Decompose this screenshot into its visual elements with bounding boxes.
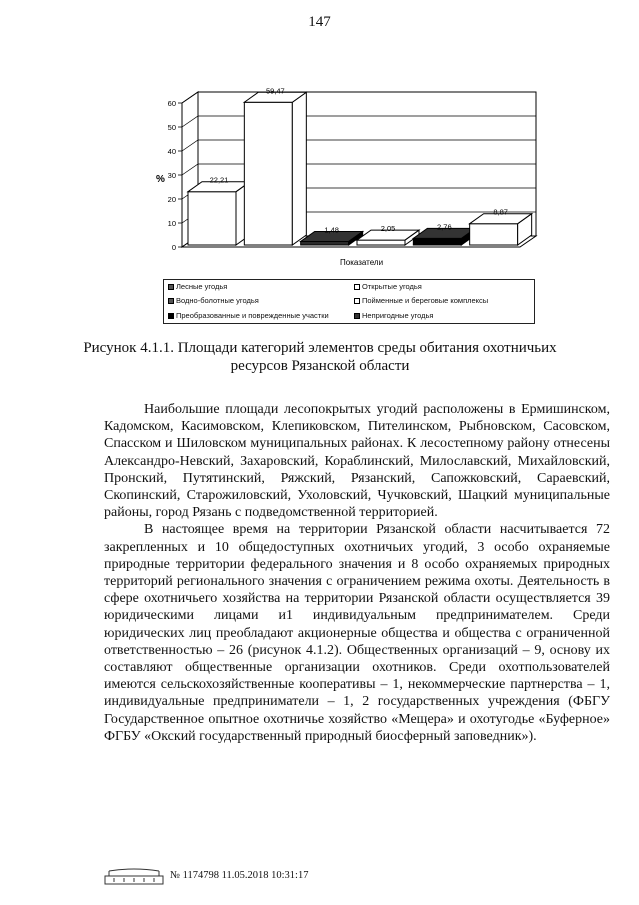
chart-legend bbox=[163, 279, 535, 324]
chart-data-label: 1,48 bbox=[324, 225, 339, 235]
chart-data-label: 2,76 bbox=[437, 222, 452, 232]
paragraph: В настоящее время на территории Рязанской области насчитывается 72 закрепленных и 10 общедоступных охотничьих угодий, 3 особо охраняемые природные территории федерального значения и 8 особо охраняемых природных территорий регионального значения с ограничением режима охоты. Деятельность в сфере охотничьего хозяйства на территории Рязанской области осуществляется 39 юридическими лицами и1 индивидуальным предпринимателем. Среди юридических лиц преобладают акционерные общества и общества с ограниченной ответственностью – 26 (рисунок 4.1.2). Общественных организаций – 9, основу их составляют общественные организации охотников. Среди охотпользователей имеются сельскохозяйственные кооперативы – 1, некоммерческие партнерства – 1, индивидуальные предприниматели – 1, 2 государственных учреждения (ФБГУ Государственное опытное охотничье хозяйство «Мещера» и охотугодье «Буферное» ФГБУ «Окский государственный природный биосферный заповедник»). bbox=[104, 522, 610, 744]
chart-data-label: 2,05 bbox=[380, 224, 396, 234]
chart-bar-side bbox=[292, 92, 306, 245]
chart-y-tick-label: 20 bbox=[167, 195, 176, 204]
chart-data-label: 8,87 bbox=[493, 207, 508, 217]
chart-bar bbox=[244, 92, 306, 245]
chart-data-label: 22,21 bbox=[209, 175, 229, 185]
chart-y-tick-label: 10 bbox=[167, 219, 176, 228]
caption-line: Рисунок 4.1.1. Площади категорий элементов среды обитания охотничьих bbox=[83, 340, 557, 356]
legend-label: Преобразованные и поврежденные участки bbox=[176, 311, 329, 320]
chart-bar-front bbox=[244, 102, 292, 245]
legend-label: Пойменные и береговые комплексы bbox=[362, 296, 489, 305]
chart-x-axis-label: Показатели bbox=[340, 258, 384, 267]
legend-label: Водно-болотные угодья bbox=[176, 296, 259, 305]
chart-bar-front bbox=[470, 224, 518, 245]
chart-y-tick-label: 0 bbox=[171, 243, 176, 252]
legend-item-transformed bbox=[168, 311, 329, 320]
legend-item-open bbox=[354, 282, 422, 291]
bar-chart bbox=[150, 82, 580, 277]
legend-item-forest bbox=[168, 282, 227, 291]
legend-label: Непригодные угодья bbox=[362, 311, 434, 320]
chart-y-axis-label: % bbox=[156, 174, 165, 185]
chart-bar-front bbox=[357, 240, 405, 245]
legend-swatch bbox=[168, 298, 174, 304]
chart-y-tick-label: 60 bbox=[167, 99, 176, 108]
legend-swatch bbox=[168, 313, 174, 319]
chart-bar bbox=[470, 214, 532, 245]
chart-y-tick-labels bbox=[168, 99, 182, 252]
body-text bbox=[104, 401, 610, 745]
chart-bar-front bbox=[188, 192, 236, 245]
chart-bar-front bbox=[413, 238, 461, 245]
legend-item-unsuitable bbox=[354, 311, 433, 320]
legend-swatch bbox=[354, 313, 360, 319]
caption-line: ресурсов Рязанской области bbox=[230, 358, 410, 374]
legend-label: Открытые угодья bbox=[362, 282, 422, 291]
chart-y-tick-label: 50 bbox=[167, 123, 176, 132]
chart-data-label: 59,47 bbox=[265, 86, 285, 96]
paragraph: Наибольшие площади лесопокрытых угодий расположены в Ермишинском, Кадомском, Касимовском, Клепиковском, Пителинском, Рыбновском, Сасовском, Спасском и Шиловском муниципальных районах. К лесостепному району отнесены Александро-Невский, Захаровский, Кораблинский, Милославский, Михайловский, Пронский, Путятинский, Ряжский, Рязанский, Сапожковский, Сараевский, Скопинский, Старожиловский, Ухоловский, Чучковский, Шацкий муниципальные районы, город Рязань с подведомственной территорией. bbox=[104, 402, 610, 521]
legend-swatch bbox=[354, 298, 360, 304]
legend-swatch bbox=[354, 284, 360, 290]
legend-label: Лесные угодья bbox=[176, 282, 228, 291]
registry-stamp-icon bbox=[104, 868, 164, 886]
legend-item-wetland bbox=[168, 296, 259, 305]
chart-bar bbox=[188, 182, 250, 245]
footer-registration: № 1174798 11.05.2018 10:31:17 bbox=[170, 870, 309, 881]
chart-bar-front bbox=[301, 241, 349, 245]
legend-swatch bbox=[168, 284, 174, 290]
chart-y-tick-label: 30 bbox=[167, 171, 176, 180]
chart-y-tick-label: 40 bbox=[167, 147, 176, 156]
figure-caption bbox=[80, 339, 560, 375]
page-number: 147 bbox=[308, 14, 331, 30]
legend-item-floodplain bbox=[354, 296, 488, 305]
